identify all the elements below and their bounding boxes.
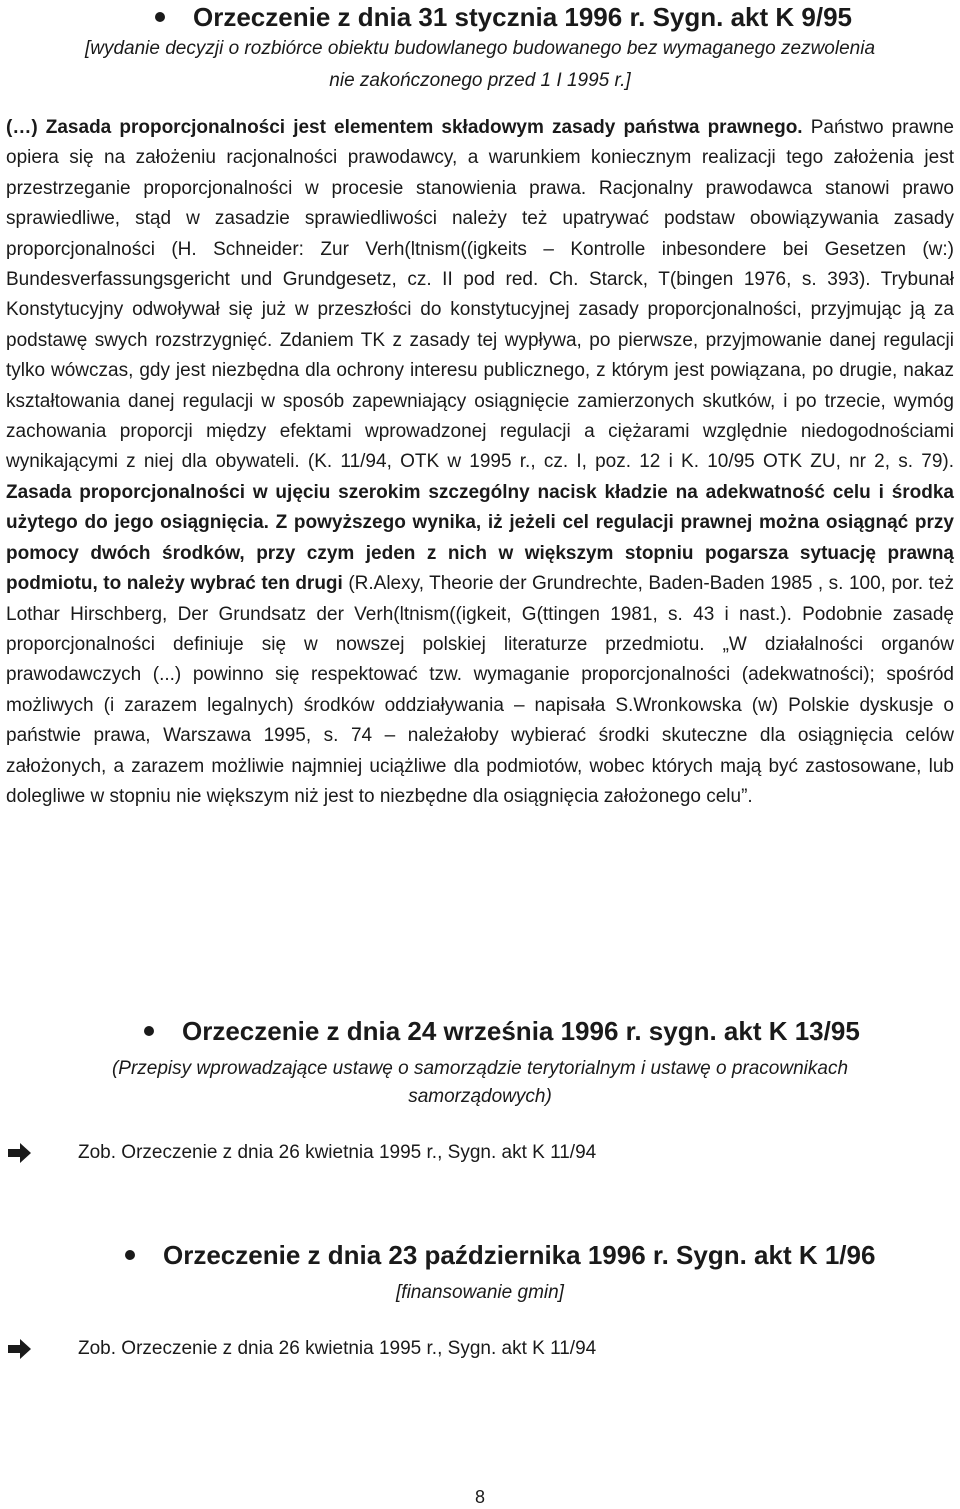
- section-subtitle: samorządowych): [408, 1086, 552, 1107]
- section-subtitle: (Przepisy wprowadzające ustawę o samorządzie terytorialnym i ustawę o pracownikach: [111, 1058, 849, 1079]
- bullet-icon: [144, 1026, 154, 1036]
- reference-link[interactable]: Zob. Orzeczenie z dnia 26 kwietnia 1995 r., Sygn. akt K 11/94: [78, 1142, 597, 1163]
- right-arrow-icon: [8, 1142, 32, 1164]
- body-text: Państwo prawne opiera się na założeniu racjonalności prawodawcy, a warunkiem koniecznym realizacji tego założenia jest przestrzeganie proporcjonalności w procesie stanowienia prawa. Racjonalny prawodawca stanowi prawo sprawiedliwe, stąd w zasadzie sprawiedliwości należy też upatrywać podstaw obowiązywania zasady proporcjonalności (H. Schneider: Zur Verh(ltnism((igkeits – Kontrolle inbesondere bei Gesetzen (w:) Bundesverfassungsgericht und Grundgesetz, cz. II pod red. Ch. Starck, T(bingen 1976, s. 393). Trybunał Konstytucyjny odwoływał się już w przeszłości do konstytucyjnej zasady proporcjonalności, przyjmując ją za podstawę swych rozstrzygnięć. Zdaniem TK z zasady tej wypływa, po pierwsze, przyjmowanie danej regulacji tylko wówczas, gdy jest niezbędna dla ochrony interesu publicznego, z którym jest powiązana, po drugie, nakaz kształtowania danej regulacji w sposób zapewniający osiągnięcie zamierzonych skutków, i po trzecie, wymóg zachowania proporcji między efektami wprowadzonej regulacji a ciężarami względnie niedogodnościami wynikającymi z niej dla obywateli. (K. 11/94, OTK w 1995 r., cz. I, poz. 12 i K. 10/95 OTK ZU, nr 2, s. 79).: [6, 117, 955, 473]
- bold-text: (…) Zasada proporcjonalności jest elementem składowym zasady państwa prawnego.: [6, 117, 803, 138]
- bullet-icon: [155, 12, 165, 22]
- reference-link[interactable]: Zob. Orzeczenie z dnia 26 kwietnia 1995 r., Sygn. akt K 11/94: [78, 1338, 597, 1359]
- page-number: 8: [474, 1487, 485, 1507]
- bullet-icon: [125, 1250, 135, 1260]
- bold-text: Zasada proporcjonalności w ujęciu szerokim szczególny nacisk kładzie na adekwatność celu i środka użytego do jego osiągnięcia. Z powyższego wynika, iż jeżeli cel regulacji prawnej można osiągnąć przy pomocy dwóch środków, przy czym jeden z nich w większym stopniu pogarsza sytuację prawną podmiotu, to należy wybrać ten drugi: [6, 481, 954, 595]
- section-subtitle: [finansowanie gmin]: [396, 1282, 564, 1303]
- section-heading: Orzeczenie z dnia 23 października 1996 r. Sygn. akt K 1/96: [163, 1240, 876, 1270]
- body-text: (R.Alexy, Theorie der Grundrechte, Baden-Baden 1985 , s. 100, por. też Lothar Hirschberg, Der Grundsatz der Verh(ltnism((igkeit, G(ttingen 1981, s. 43 i nast.). Podobnie zasadę proporcjonalności definiuje się w nowszej polskiej literaturze przedmiotu. „W działalności organów prawodawczych (...) powinno się respektować tzw. wymaganie proporcjonalności (adekwatności); spośród możliwych (i zarazem legalnych) środków oddziaływania – napisała S.Wronkowska (w) Polskie dyskusje o państwie prawa, Warszawa 1995, s. 74 – należałoby wybierać środki skuteczne dla osiągnięcia celów założonych, a zarazem możliwie najmniej uciążliwe dla podmiotów, wobec których mają być zastosowane, lub dolegliwe w stopniu nie większym niż jest to niezbędne dla osiągnięcia założonego celu”.: [6, 573, 954, 807]
- section-heading: Orzeczenie z dnia 24 września 1996 r. sygn. akt K 13/95: [182, 1016, 860, 1046]
- section-subtitle: nie zakończonego przed 1 I 1995 r.]: [329, 70, 631, 91]
- section-heading: Orzeczenie z dnia 31 stycznia 1996 r. Sygn. akt K 9/95: [193, 2, 852, 32]
- right-arrow-icon: [8, 1338, 32, 1360]
- body-paragraph: [6, 113, 954, 812]
- section-subtitle: [wydanie decyzji o rozbiórce obiektu budowlanego budowanego bez wymaganego zezwolenia: [84, 38, 876, 59]
